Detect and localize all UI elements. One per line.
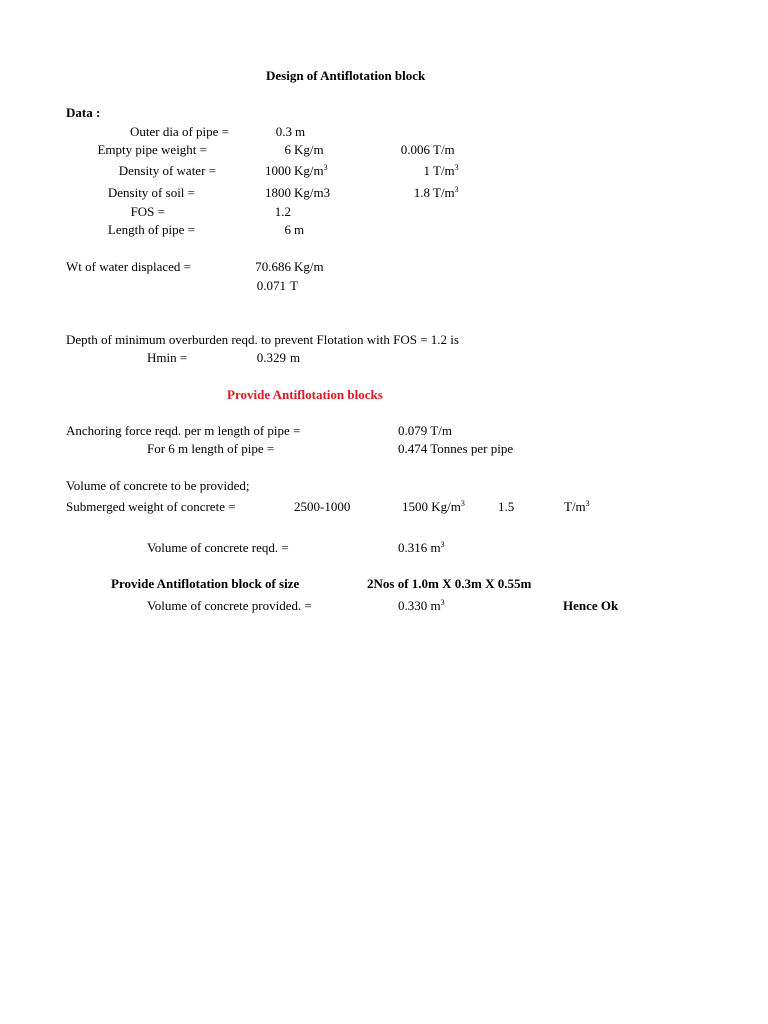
density-water-alt-value: 1	[423, 163, 430, 178]
water-displaced-label: Wt of water displaced =	[66, 259, 192, 274]
outer-dia-label: Outer dia of pipe =	[129, 124, 229, 139]
density-water-label: Density of water =	[118, 163, 216, 178]
block-size-label: Provide Antiflotation block of size	[111, 576, 300, 591]
density-soil-unit: Kg/m3	[294, 185, 331, 200]
density-soil-alt-value: 1.8	[413, 185, 430, 200]
submerged-weight-tonnes-value: 1.5	[498, 499, 515, 514]
density-soil-label: Density of soil =	[107, 185, 195, 200]
hmin-unit: m	[290, 350, 301, 365]
anchoring-per-pipe-label: For 6 m length of pipe =	[147, 441, 275, 456]
density-soil-value: 1800	[265, 185, 291, 200]
density-water-unit: $Kg/m^3$	[294, 163, 328, 178]
volume-provided-value: 0.330 $m^3$	[398, 598, 445, 613]
empty-weight-alt-value: 0.006	[400, 142, 430, 157]
hmin-value: 0.329	[256, 350, 286, 365]
submerged-weight-expression: 2500-1000	[294, 499, 351, 514]
volume-provided-label: Volume of concrete provided. =	[147, 598, 312, 613]
density-water-value: 1000	[265, 163, 291, 178]
submerged-weight-value: 1500 $Kg/m^3$	[402, 499, 465, 514]
outer-dia-unit: m	[295, 124, 306, 139]
water-displaced-tonnes-value: 0.071	[256, 278, 286, 293]
provide-blocks-heading: Provide Antiflotation blocks	[227, 387, 383, 402]
water-displaced-value: 70.686	[255, 259, 291, 274]
empty-weight-alt-unit: T/m	[433, 142, 455, 157]
anchoring-per-m-value: 0.079 T/m	[398, 423, 452, 438]
outer-dia-value: 0.3	[275, 124, 292, 139]
block-size-value: 2Nos of 1.0m X 0.3m X 0.55m	[367, 576, 532, 591]
water-displaced-tonnes-unit: T	[290, 278, 298, 293]
pipe-length-label: Length of pipe =	[107, 222, 195, 237]
submerged-weight-tonnes-unit: $T/m^3$	[564, 499, 590, 514]
submerged-weight-label: Submerged weight of concrete =	[66, 499, 236, 514]
pipe-length-unit: m	[294, 222, 305, 237]
fos-value: 1.2	[274, 204, 291, 219]
volume-reqd-value: 0.316 $m^3$	[398, 540, 445, 555]
hmin-label: Hmin =	[147, 350, 188, 365]
empty-weight-value: 6	[284, 142, 291, 157]
overburden-text: Depth of minimum overburden reqd. to prevent Flotation with FOS = 1.2 is	[66, 332, 459, 347]
concrete-intro: Volume of concrete to be provided;	[66, 478, 250, 493]
data-heading: Data :	[66, 105, 101, 120]
page-title: Design of Antiflotation block	[266, 68, 426, 83]
density-soil-alt-unit: $T/m^3$	[433, 185, 459, 200]
water-displaced-unit: Kg/m	[294, 259, 324, 274]
fos-label: FOS =	[130, 204, 165, 219]
pipe-length-value: 6	[284, 222, 291, 237]
anchoring-per-m-label: Anchoring force reqd. per m length of pipe =	[66, 423, 301, 438]
density-water-alt-unit: $T/m^3$	[433, 163, 459, 178]
volume-reqd-label: Volume of concrete reqd. =	[147, 540, 289, 555]
result-status: Hence Ok	[563, 598, 619, 613]
anchoring-per-pipe-value: 0.474 Tonnes per pipe	[398, 441, 514, 456]
empty-weight-unit: Kg/m	[294, 142, 324, 157]
empty-weight-label: Empty pipe weight =	[97, 142, 207, 157]
